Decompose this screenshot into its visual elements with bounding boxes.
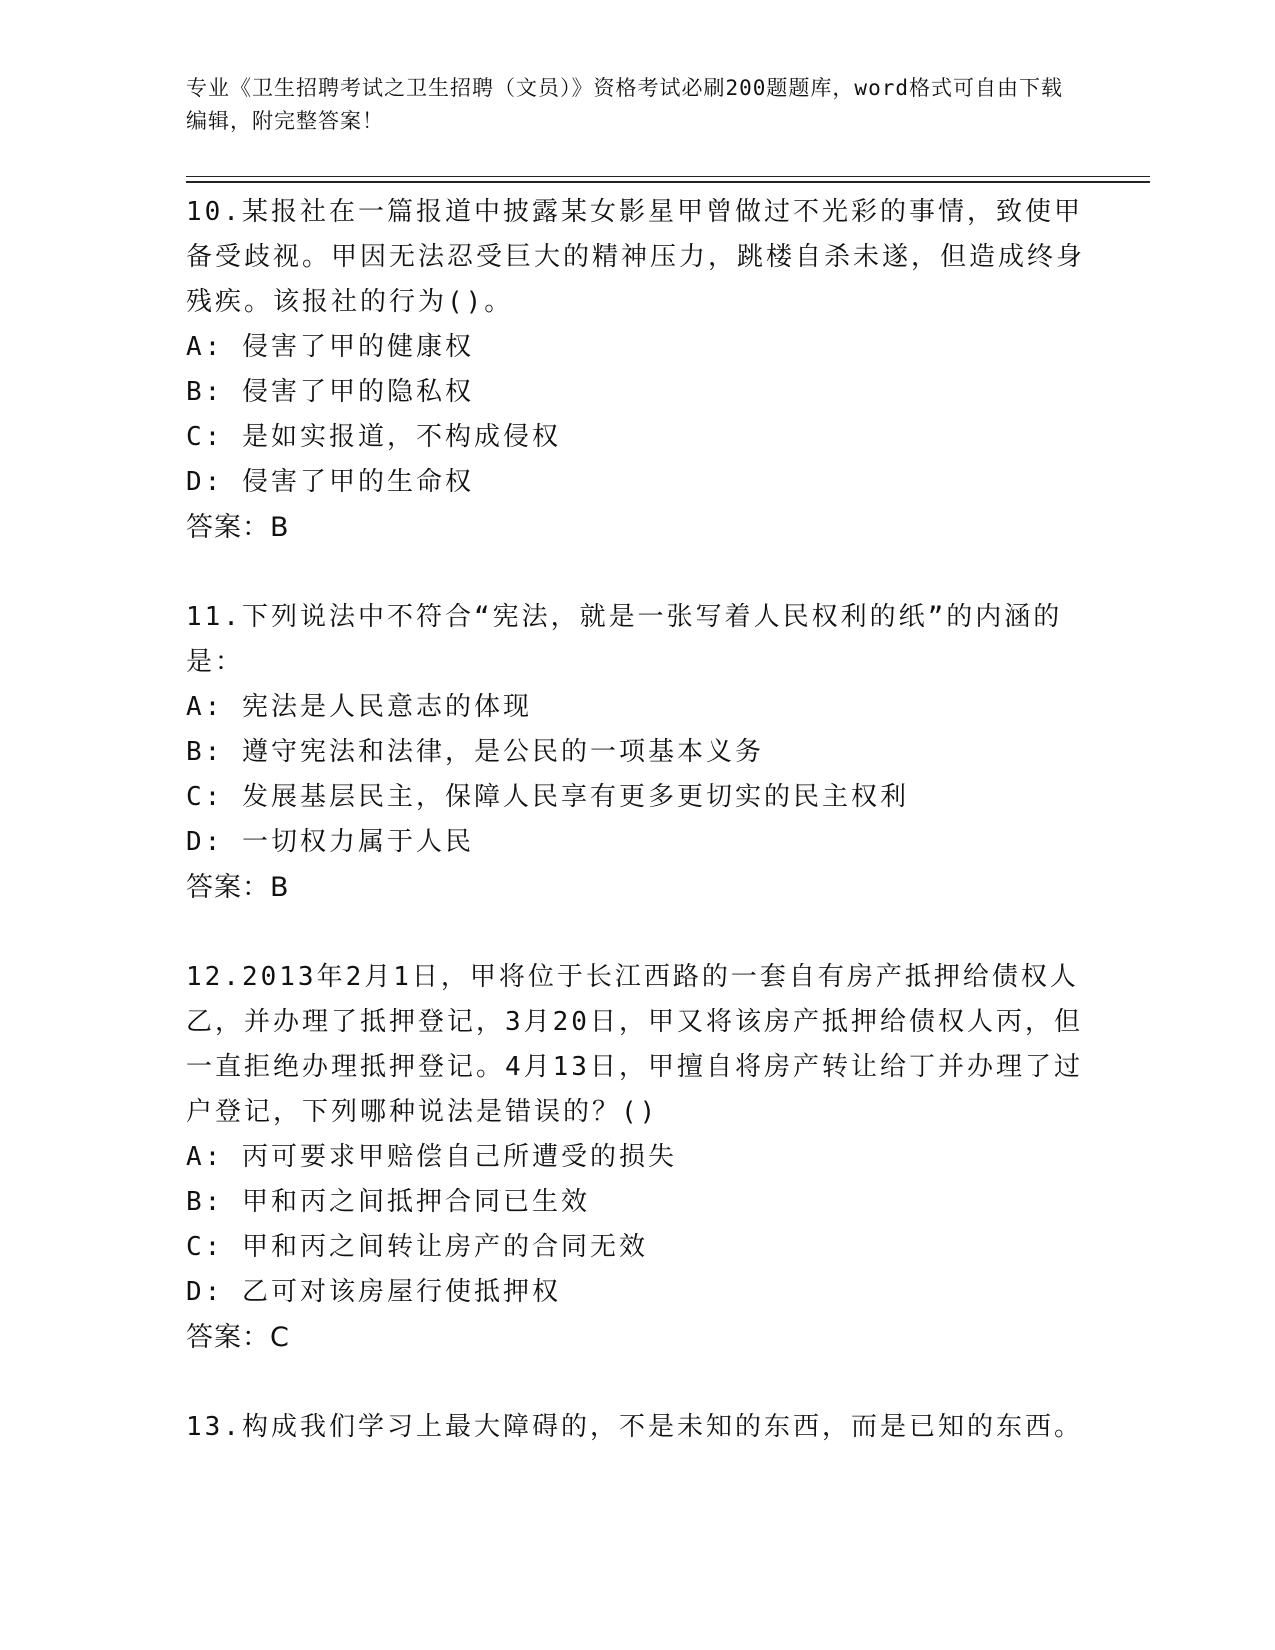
answer: 答案：C [186, 1322, 290, 1353]
header-divider-thick [186, 181, 1150, 183]
option-b: B: 甲和丙之间抵押合同已生效 [186, 1187, 590, 1217]
answer: 答案：B [186, 872, 290, 903]
option-d: D: 一切权力属于人民 [186, 827, 474, 857]
option-a: A: 丙可要求甲赔偿自己所遭受的损失 [186, 1142, 677, 1172]
document-header: 专业《卫生招聘考试之卫生招聘（文员）》资格考试必刷200题题库，word格式可自由下载编辑，附完整答案！ [186, 76, 1063, 133]
question-text: 10.某报社在一篇报道中披露某女影星甲曾做过不光彩的事情，致使甲备受歧视。甲因无法忍受巨大的精神压力，跳楼自杀未遂，但造成终身残疾。该报社的行为()。 [186, 197, 1086, 317]
question-text: 12.2013年2月1日，甲将位于长江西路的一套自有房产抵押给债权人乙，并办理了抵押登记，3月20日，甲又将该房产抵押给债权人丙，但一直拒绝办理抵押登记。4月13日，甲擅自将房产转让给丁并办理了过户登记，下列哪种说法是错误的？() [186, 962, 1083, 1127]
option-b: B: 遵守宪法和法律，是公民的一项基本义务 [186, 737, 764, 767]
option-d: D: 侵害了甲的生命权 [186, 467, 474, 497]
option-c: C: 是如实报道，不构成侵权 [186, 422, 561, 452]
option-d: D: 乙可对该房屋行使抵押权 [186, 1277, 561, 1307]
question-13 [186, 1405, 1086, 1450]
option-b: B: 侵害了甲的隐私权 [186, 377, 474, 407]
option-a: A: 侵害了甲的健康权 [186, 332, 474, 362]
question-12 [186, 955, 1086, 1360]
question-11 [186, 595, 1086, 910]
option-c: C: 发展基层民主，保障人民享有更多更切实的民主权利 [186, 782, 909, 812]
header-divider-thin [186, 176, 1150, 177]
question-text: 13.构成我们学习上最大障碍的，不是未知的东西，而是已知的东西。 [186, 1412, 1083, 1442]
answer: 答案：B [186, 512, 290, 543]
option-c: C: 甲和丙之间转让房产的合同无效 [186, 1232, 648, 1262]
option-a: A: 宪法是人民意志的体现 [186, 692, 532, 722]
question-10 [186, 190, 1086, 550]
question-list [186, 190, 1086, 1495]
question-text: 11.下列说法中不符合“宪法，就是一张写着人民权利的纸”的内涵的是： [186, 602, 1063, 677]
